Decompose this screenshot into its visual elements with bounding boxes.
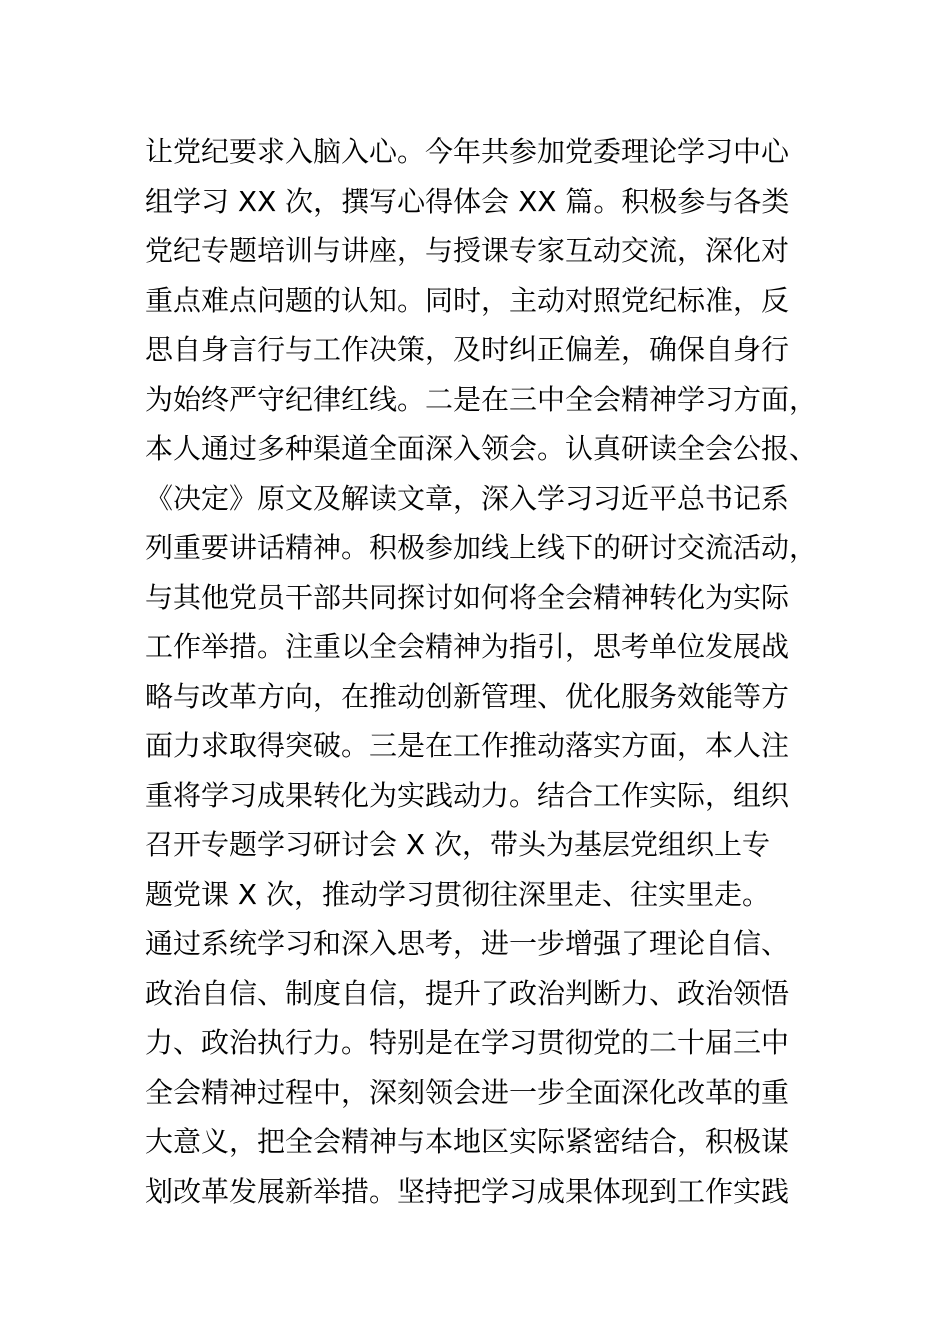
text-line: 划改革发展新举措。坚持把学习成果体现到工作实践 [145, 1174, 790, 1208]
text-line: 党纪专题培训与讲座，与授课专家互动交流，深化对 [145, 234, 790, 267]
text-line: 为始终严守纪律红线。二是在三中全会精神学习方面， [145, 382, 818, 416]
text-line: 政治自信、制度自信，提升了政治判断力、政治领悟 [145, 976, 790, 1010]
text-line: 面力求取得突破。三是在工作推动落实方面，本人注 [145, 729, 790, 762]
text-line: 组学习 XX 次，撰写心得体会 XX 篇。积极参与各类 [145, 184, 790, 218]
text-line: 让党纪要求入脑入心。今年共参加党委理论学习中心 [145, 135, 790, 168]
text-line: 《决定》原文及解读文章，深入学习习近平总书记系 [145, 481, 790, 515]
text-line: 工作举措。注重以全会精神为指引，思考单位发展战 [145, 630, 790, 663]
text-line: 本人通过多种渠道全面深入领会。认真研读全会公报、 [145, 432, 818, 465]
text-line: 略与改革方向，在推动创新管理、优化服务效能等方 [145, 679, 790, 713]
text-line: 全会精神过程中，深刻领会进一步全面深化改革的重 [145, 1075, 790, 1109]
text-line: 与其他党员干部共同探讨如何将全会精神转化为实际 [145, 580, 790, 614]
text-line: 列重要讲话精神。积极参加线上线下的研讨交流活动， [145, 531, 818, 564]
text-line: 思自身言行与工作决策，及时纠正偏差，确保自身行 [145, 333, 790, 366]
text-line: 通过系统学习和深入思考，进一步增强了理论自信、 [145, 927, 790, 960]
text-line: 题党课 X 次，推动学习贯彻往深里走、往实里走。 [145, 877, 770, 911]
text-line: 大意义，把全会精神与本地区实际紧密结合，积极谋 [145, 1125, 790, 1158]
text-line: 召开专题学习研讨会 X 次，带头为基层党组织上专 [145, 828, 770, 861]
text-line: 重点难点问题的认知。同时，主动对照党纪标准，反 [145, 283, 790, 317]
text-line: 重将学习成果转化为实践动力。结合工作实际，组织 [145, 778, 790, 812]
body-text [145, 127, 845, 1216]
text-line: 力、政治执行力。特别是在学习贯彻党的二十届三中 [145, 1026, 790, 1059]
